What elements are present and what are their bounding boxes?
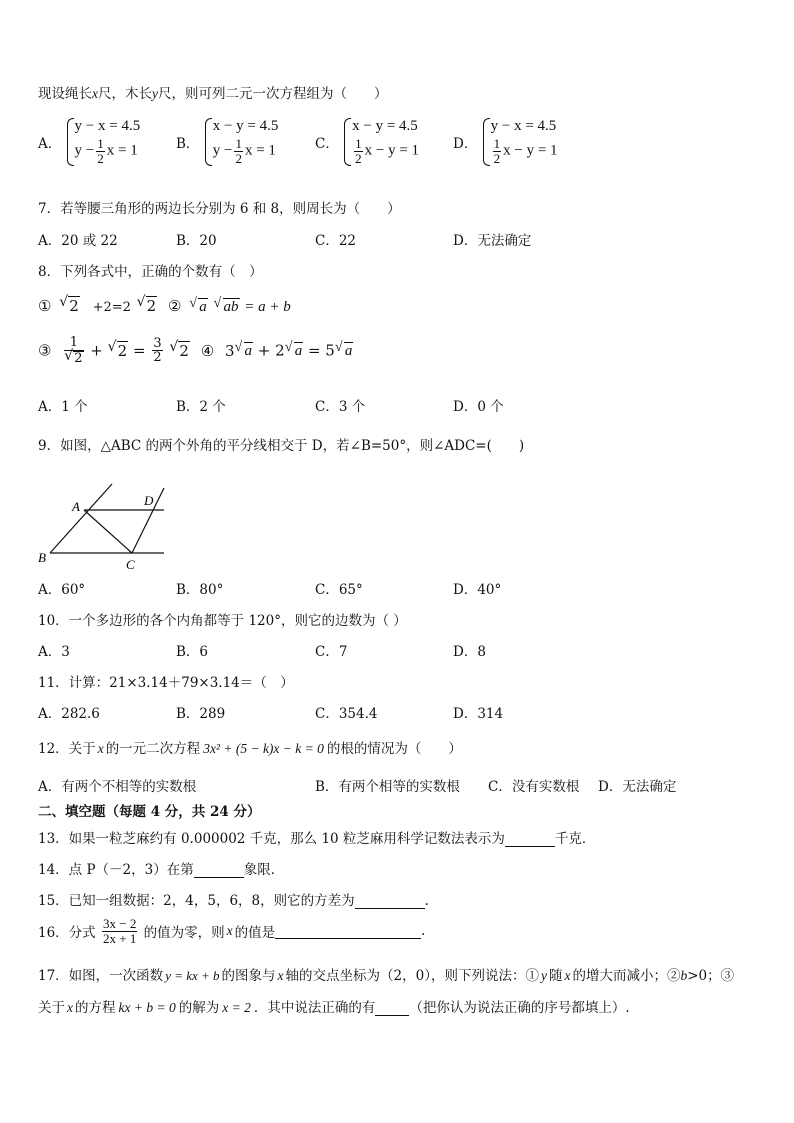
q11-option-a: A．282.6 [38,706,100,722]
answer-blank[interactable] [355,894,425,909]
q10-option-d: D．8 [453,644,486,660]
line-ac [84,510,132,553]
q6-option-b: B． x − y = 4.5 y − $\frac{1}{2}$ x = 1 [176,116,278,168]
q12-option-d: D．无法确定 [598,779,677,795]
q6-option-a: A． y − x = 4.5 y − $\frac{1}{2}$ x = 1 [38,116,140,168]
q12-option-c: C．没有实数根 [488,779,580,795]
answer-blank[interactable] [505,832,555,847]
q8-items-1-2: ① √ 2 +2=2 √ 2 ② √ a √ ab = a + b [38,296,291,316]
q11-option-d: D．314 [453,706,504,722]
q7-option-c: C．22 [315,233,357,249]
q6-stem: 现设绳长x尺，木长y尺，则可列二元一次方程组为（ ） [38,86,388,102]
q16-stem: 16．分式 $\frac{3x - 2}{2x + 1}$ 的值为零，则 x 的值是 . [38,916,426,946]
q17-line2: 关于 x 的方程 kx + b = 0 的解为 x = 2 ．其中说法正确的有 （把你认为说法正确的序号都填上）. [38,1000,630,1016]
q6-option-c: C． x − y = 4.5 $\frac{1}{2}$ x − y = 1 [315,116,419,168]
answer-blank[interactable] [194,863,244,878]
line-ba-extended [50,484,112,553]
triangle-figure [36,482,170,572]
q11-option-c: C．354.4 [315,706,378,722]
q10-option-a: A．3 [38,644,70,660]
q7-option-b: B．20 [176,233,217,249]
q8-option-a: A．1 个 [38,399,88,415]
q14-stem: 14．点 P（－2，3）在第 象限． [38,862,285,878]
q7-stem: 7．若等腰三角形的两边长分别为 6 和 8，则周长为（ ） [38,201,401,217]
equation-system-a: y − x = 4.5 y − $\frac{1}{2}$ x = 1 [66,116,141,168]
q6-option-d: D． y − x = 4.5 $\frac{1}{2}$ x − y = 1 [453,116,558,168]
q10-option-b: B．6 [176,644,209,660]
q8-stem: 8．下列各式中，正确的个数有（ ） [38,264,263,280]
q12-stem: 12．关于 x 的一元二次方程 3x² + (5 − k)x − k = 0 的根的情况为（ ） [38,741,462,757]
label-d: D [144,493,154,508]
q8-items-3-4: ③ 1 √ 2 + √ 2 = $\frac{3}{2}$ √ 2 ④ 3√ a + 2√ a = 5√ a [38,336,353,365]
q12-option-b: B．有两个相等的实数根 [315,779,460,795]
q7-option-d: D．无法确定 [453,233,532,249]
q15-stem: 15．已知一组数据：2，4，5，6，8，则它的方差为 . [38,893,429,909]
q13-stem: 13．如果一粒芝麻约有 0.000002 千克，那么 10 粒芝麻用科学记数法表示为 千克． [38,831,596,847]
q9-option-b: B．80° [176,582,224,598]
label-c: C [126,557,135,572]
equation-system-b: x − y = 4.5 y − $\frac{1}{2}$ x = 1 [204,116,279,168]
q11-stem: 11．计算：21×3.14＋79×3.14＝（ ） [38,675,294,691]
q12-option-a: A．有两个不相等的实数根 [38,779,197,795]
equation-system-d: y − x = 4.5 $\frac{1}{2}$ x − y = 1 [482,116,558,168]
label-a: A [72,499,80,514]
q9-stem: 9．如图，△ABC 的两个外角的平分线相交于 D，若∠B=50°，则∠ADC=( ) [38,438,525,454]
q10-option-c: C．7 [315,644,348,660]
q9-option-a: A．60° [38,582,86,598]
q8-option-b: B．2 个 [176,399,226,415]
answer-blank[interactable] [275,924,421,939]
q11-option-b: B．289 [176,706,226,722]
q8-option-d: D．0 个 [453,399,504,415]
q10-stem: 10．一个多边形的各个内角都等于 120°，则它的边数为（ ） [38,613,407,629]
q8-option-c: C．3 个 [315,399,366,415]
section-title: 二、填空题（每题 4 分，共 24 分） [38,804,261,820]
q9-option-c: C．65° [315,582,363,598]
q7-option-a: A．20 或 22 [38,233,118,249]
q17-line1: 17．如图，一次函数 y = kx + b 的图象与 x 轴的交点坐标为（2，0），则下列说法：① y 随 x 的增大而减小；②b>0；③ [38,968,735,984]
q9-option-d: D．40° [453,582,502,598]
equation-system-c: x − y = 4.5 $\frac{1}{2}$ x − y = 1 [343,116,419,168]
label-b: B [38,550,46,565]
answer-blank[interactable] [375,1001,409,1016]
